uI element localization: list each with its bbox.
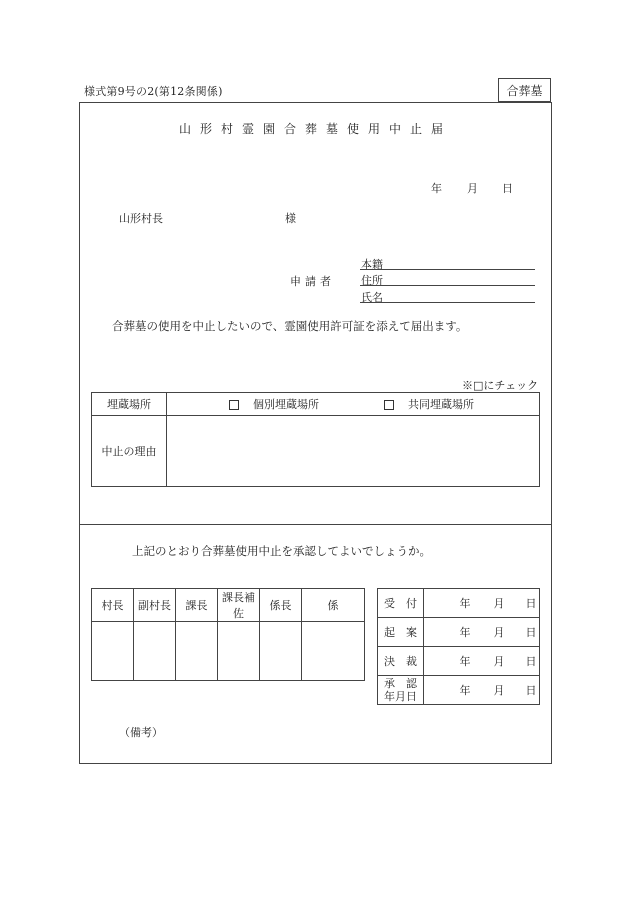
address-label: 住所 [361, 274, 383, 287]
section-divider [79, 524, 552, 525]
approval-stamp-table [91, 588, 365, 681]
stamp-cell[interactable] [176, 622, 218, 681]
date-month-label: 月 [467, 182, 478, 195]
shared-option-label: 共同埋蔵場所 [408, 398, 474, 411]
burial-table [91, 392, 540, 487]
addressee-name: 山形村長 [119, 212, 163, 225]
addressee-honorific: 様 [285, 212, 296, 225]
form-type-tag: 合葬墓 [498, 78, 551, 102]
day-label: 日 [525, 597, 537, 610]
year-label: 年 [459, 684, 471, 697]
honseki-line[interactable] [360, 269, 535, 270]
stamp-header-staff: 係 [302, 589, 365, 622]
stamp-header-section-chief: 課長 [176, 589, 218, 622]
month-label: 月 [493, 626, 505, 639]
year-label: 年 [459, 597, 471, 610]
day-label: 日 [525, 655, 537, 668]
honseki-label: 本籍 [361, 258, 383, 271]
year-label: 年 [459, 626, 471, 639]
stamp-header-mayor: 村長 [92, 589, 134, 622]
approval-label: 承 認 [384, 677, 417, 690]
processing-date-table [377, 588, 540, 705]
stamp-cell[interactable] [302, 622, 365, 681]
statement-text: 合葬墓の使用を中止したいので、霊園使用許可証を添えて届出ます。 [112, 319, 468, 333]
check-instruction: ※□にチェック [462, 379, 539, 392]
date-day-label: 日 [502, 182, 513, 195]
date-row-value[interactable] [424, 618, 540, 647]
stamp-cell[interactable] [260, 622, 302, 681]
address-line[interactable] [360, 285, 535, 286]
burial-options [167, 393, 540, 416]
name-label: 氏名 [361, 291, 383, 304]
stamp-cell[interactable] [134, 622, 176, 681]
individual-option-label: 個別埋蔵場所 [253, 398, 319, 411]
approval-question: 上記のとおり合葬墓使用中止を承認してよいでしょうか。 [132, 544, 431, 558]
date-row-value[interactable] [424, 676, 540, 705]
remarks-label: （備考） [119, 726, 163, 739]
stamp-header-subsection-chief: 係長 [260, 589, 302, 622]
date-row-label: 起 案 [378, 618, 424, 647]
day-label: 日 [525, 626, 537, 639]
reason-field[interactable] [167, 416, 540, 487]
date-row-label [378, 676, 424, 705]
applicant-label: 申請者 [290, 275, 335, 288]
month-label: 月 [493, 655, 505, 668]
approval-date-label: 年月日 [384, 690, 417, 703]
date-row-label: 決 裁 [378, 647, 424, 676]
date-row-value[interactable] [424, 647, 540, 676]
form-number: 様式第9号の2(第12条関係) [84, 85, 223, 98]
date-row-label: 受 付 [378, 589, 424, 618]
day-label: 日 [525, 684, 537, 697]
stamp-cell[interactable] [92, 622, 134, 681]
name-line[interactable] [360, 302, 535, 303]
burial-place-label: 埋蔵場所 [92, 393, 167, 416]
date-year-label: 年 [431, 182, 442, 195]
year-label: 年 [459, 655, 471, 668]
stamp-header-vice-mayor: 副村長 [134, 589, 176, 622]
month-label: 月 [493, 597, 505, 610]
reason-label: 中止の理由 [92, 416, 167, 487]
month-label: 月 [493, 684, 505, 697]
shared-checkbox[interactable] [384, 400, 394, 410]
stamp-header-assistant-chief: 課長補佐 [218, 589, 260, 622]
form-title: 山形村霊園合葬墓使用中止届 [178, 122, 452, 136]
date-row-value[interactable] [424, 589, 540, 618]
stamp-cell[interactable] [218, 622, 260, 681]
individual-checkbox[interactable] [229, 400, 239, 410]
